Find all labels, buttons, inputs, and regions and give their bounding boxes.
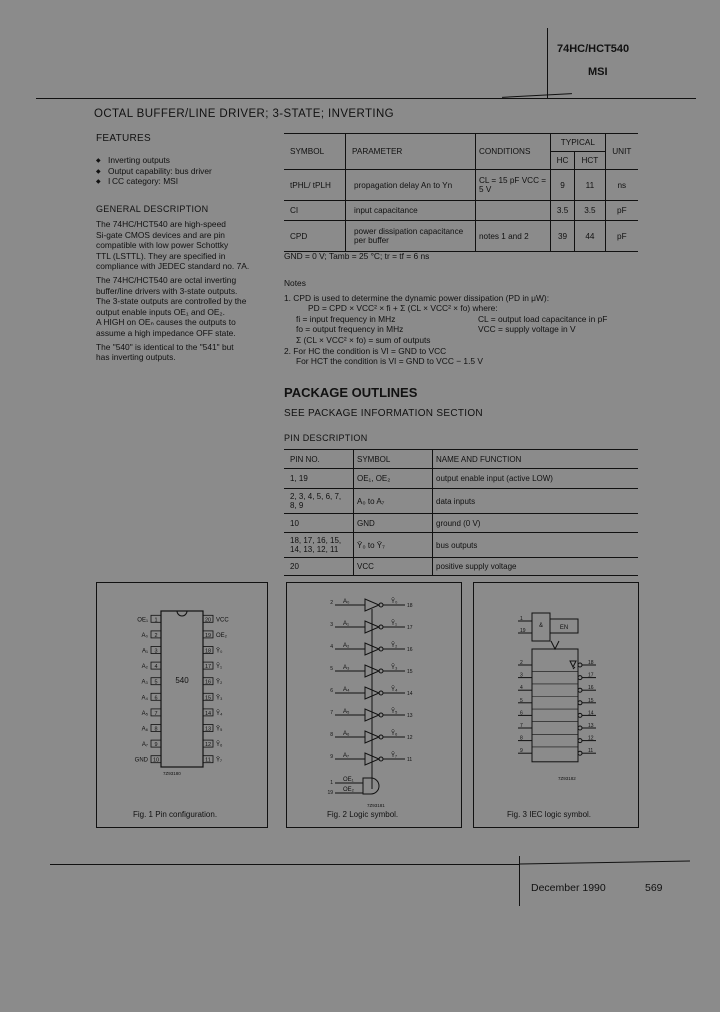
data-input-number: 8	[520, 735, 523, 742]
spec-table	[284, 133, 638, 252]
table-row	[284, 558, 638, 576]
note-fi: fi = input frequency in MHz	[296, 313, 396, 324]
cell: CL = 15 pF VCC = 5 V	[476, 170, 551, 201]
pin-desc-heading: PIN DESCRIPTION	[284, 433, 368, 443]
table-row	[284, 514, 638, 533]
pin-label: OE₂	[216, 632, 227, 639]
cell: 3.5	[575, 201, 606, 221]
pin-number: 11	[205, 757, 211, 764]
cell: GND	[354, 514, 433, 533]
pin-number: 19	[204, 632, 212, 639]
data-output-number: 15	[588, 697, 594, 704]
cell: ns	[617, 180, 627, 190]
package-heading: PACKAGE OUTLINES	[284, 385, 418, 400]
data-output-number: 12	[588, 735, 594, 742]
category-label: MSI	[588, 66, 608, 78]
desc-line: The 74HC/HCT540 are high-speed	[96, 219, 226, 229]
package-subheading: SEE PACKAGE INFORMATION SECTION	[284, 408, 483, 419]
logic-symbol-diagram	[287, 583, 461, 827]
cell	[476, 201, 551, 221]
cell: 2, 3, 4, 5, 6, 7, 8, 9	[290, 492, 342, 510]
pin-label: Ȳ₂	[216, 679, 223, 686]
note-fo: fo = output frequency in MHz	[296, 324, 404, 335]
table-row	[284, 533, 638, 558]
gate-input-number: 6	[330, 688, 333, 694]
gate-input-label: A₀	[343, 599, 350, 605]
note-cl: CL = output load capacitance in pF	[478, 313, 608, 324]
desc-line: The "540" is identical to the "541" but	[96, 341, 234, 352]
table-footer: GND = 0 V; Tamb = 25 °C; tr = tf = 6 ns	[284, 251, 430, 261]
fig1-caption: Fig. 1 Pin configuration.	[133, 810, 218, 819]
inversion-bubble	[578, 688, 582, 692]
gate-input-number: 3	[330, 622, 333, 628]
gate-input-number: 7	[330, 710, 333, 716]
feature-item: ◆ I CC category: MSI	[96, 176, 276, 187]
header-rule	[36, 98, 696, 99]
pin-label: A₃	[141, 679, 148, 686]
and-label: &	[538, 623, 544, 629]
cell: pF	[617, 206, 627, 215]
desc-line: compliance with JEDEC standard no. 7A.	[96, 261, 250, 272]
desc-line: The 74HC/HCT540 are octal inverting	[96, 274, 237, 285]
cell: 18, 17, 16, 15, 14, 13, 12, 11	[290, 536, 342, 554]
gate-output-number: 11	[407, 757, 413, 763]
pin-label: Ȳ₁	[216, 664, 223, 671]
oe-number: 1	[330, 780, 333, 786]
inversion-bubble	[578, 713, 582, 717]
col-name: NAME AND FUNCTION	[433, 450, 639, 469]
pin-number: 7	[154, 710, 158, 717]
col-typical: TYPICAL	[551, 134, 606, 152]
desc-line: assume a high impedance OFF state.	[96, 327, 236, 338]
col-symbol: SYMBOL	[354, 450, 433, 469]
nor-gate	[363, 778, 379, 794]
pin-number: 16	[204, 679, 212, 686]
footer-date: December 1990	[531, 882, 606, 894]
pin-configuration-diagram	[97, 583, 267, 827]
table-row	[284, 489, 638, 514]
pin-number: 9	[154, 742, 158, 749]
desc-line: Si-gate CMOS devices and are pin	[96, 229, 225, 240]
pin-number: 4	[154, 664, 158, 671]
output-triangle	[570, 661, 576, 667]
pin-label: Ȳ₇	[216, 757, 223, 764]
oe-label: OE₁	[343, 777, 354, 783]
table-row	[284, 201, 638, 221]
gate-output-label: Ȳ₁	[391, 621, 398, 627]
inversion-bubble	[578, 751, 582, 755]
col-symbol: SYMBOL	[284, 134, 346, 170]
cell: 10	[290, 518, 299, 528]
gate-input-number: 8	[330, 732, 333, 738]
part-number: 74HC/HCT540	[557, 43, 630, 55]
oe-input-number: 19	[520, 628, 526, 634]
cell: OE₁, OE₂	[354, 469, 433, 489]
page-number: 569	[645, 882, 663, 894]
table-row	[284, 221, 638, 252]
pin-number: 20	[204, 617, 212, 624]
fig3-caption: Fig. 3 IEC logic symbol.	[507, 810, 592, 819]
gate-output-label: Ȳ₄	[391, 687, 398, 693]
data-output-number: 17	[588, 672, 594, 679]
col-unit: UNIT	[612, 147, 632, 156]
pin-label: GND	[134, 757, 148, 764]
data-output-number: 14	[588, 710, 594, 717]
gate-output-label: Ȳ₀	[391, 599, 398, 605]
data-input-number: 9	[520, 748, 523, 755]
oe-label: OE₂	[343, 787, 354, 793]
desc-line: compatible with low power Schottky	[96, 240, 229, 251]
pin-number: 18	[204, 648, 212, 655]
features-list	[96, 155, 276, 187]
gate-output-number: 12	[407, 735, 413, 741]
note-row	[284, 324, 634, 335]
gate-output-label: Ȳ₂	[391, 643, 398, 649]
pin-label: A₁	[141, 648, 148, 655]
desc-line: The 3-state outputs are controlled by the	[96, 296, 247, 307]
general-heading: GENERAL DESCRIPTION	[96, 204, 209, 214]
note-2a: 2. For HC the condition is VI = GND to VCC	[284, 345, 447, 356]
figure-code: 7Z93181	[367, 803, 385, 808]
col-hct: HCT	[575, 152, 606, 170]
cell: data inputs	[433, 489, 639, 514]
cell: input capacitance	[346, 201, 476, 221]
cell: VCC	[354, 558, 433, 576]
notes	[284, 278, 634, 367]
data-output-number: 16	[588, 685, 594, 692]
cell: tPHL/ tPLH	[284, 170, 346, 201]
desc-line: has inverting outputs.	[96, 352, 176, 363]
cell: power dissipation capacitance per buffer	[346, 221, 476, 252]
note-row	[284, 314, 634, 325]
control-arrow	[551, 641, 559, 649]
cell: CI	[284, 201, 346, 221]
col-pin: PIN NO.	[290, 454, 320, 464]
note-1: 1. CPD is used to determine the dynamic power dissipation (PD in μW):	[284, 292, 550, 303]
inversion-bubble	[578, 726, 582, 730]
pin-label: VCC	[216, 617, 229, 624]
note-formula: PD = CPD × VCC² × fi + Σ (CL × VCC² × fo) where:	[308, 303, 498, 314]
cell: CPD	[284, 221, 346, 252]
feature-item: ◆ Inverting outputs	[96, 155, 276, 166]
gate-output-number: 18	[407, 603, 413, 609]
table-row	[284, 469, 638, 489]
cell: 44	[575, 221, 606, 252]
oe-input-number: 1	[520, 616, 523, 622]
cell: 9	[551, 170, 575, 201]
cell: 39	[551, 221, 575, 252]
features-heading: FEATURES	[96, 133, 151, 144]
gate-output-number: 16	[407, 647, 413, 653]
fig2-caption: Fig. 2 Logic symbol.	[327, 810, 399, 819]
pin-number: 14	[204, 710, 212, 717]
gate-input-label: A₃	[343, 665, 350, 671]
pin-label: Ȳ₅	[216, 726, 223, 733]
gate-output-number: 15	[407, 669, 413, 675]
desc-line: A HIGH on OEₙ causes the outputs to	[96, 317, 236, 328]
pin-label: Ȳ₆	[216, 742, 223, 749]
fig2-box	[286, 582, 462, 828]
pin-number: 6	[154, 695, 158, 702]
fig3-box	[473, 582, 639, 828]
figure-code: 7Z93182	[558, 775, 576, 781]
data-output-number: 18	[588, 660, 594, 666]
cell: positive supply voltage	[433, 558, 639, 576]
gate-input-label: A₇	[343, 753, 350, 759]
desc-line: TTL (LSTTL). They are specified in	[96, 250, 226, 261]
gate-input-label: A₆	[343, 731, 350, 737]
gate-output-number: 13	[407, 713, 413, 719]
cell: bus outputs	[433, 533, 639, 558]
pin-number: 10	[152, 757, 160, 764]
pin-number: 1	[154, 617, 158, 624]
header-vertical-rule	[547, 28, 548, 98]
desc-line: output enable inputs OE₁ and OE₂.	[96, 306, 225, 317]
driver-block	[532, 649, 578, 762]
desc-line: buffer/line drivers with 3-state outputs.	[96, 285, 238, 296]
gate-input-number: 4	[330, 644, 333, 650]
note-vcc: VCC = supply voltage in V	[478, 324, 576, 335]
data-input-number: 2	[520, 660, 523, 666]
gate-input-number: 2	[330, 600, 333, 606]
feature-item: ◆ Output capability: bus driver	[96, 166, 276, 177]
pin-label: Ȳ₄	[216, 710, 223, 717]
footer-vertical-rule	[519, 856, 520, 906]
notes-heading: Notes	[284, 278, 306, 288]
cell: propagation delay An to Yn	[346, 170, 476, 201]
doc-title: OCTAL BUFFER/LINE DRIVER; 3-STATE; INVERTING	[94, 108, 395, 120]
gate-output-label: Ȳ₇	[391, 753, 398, 759]
pin-number: 17	[204, 664, 212, 671]
data-input-number: 7	[520, 723, 523, 729]
inversion-bubble	[578, 739, 582, 743]
pin-label: A₅	[141, 710, 148, 717]
data-output-number: 11	[588, 748, 594, 755]
col-hc: HC	[551, 152, 575, 170]
cell: output enable input (active LOW)	[433, 469, 639, 489]
iec-logic-symbol-diagram	[474, 583, 638, 827]
cell: notes 1 and 2	[476, 221, 551, 252]
chip-body	[161, 611, 203, 767]
note-sum: Σ (CL × VCC² × fo) = sum of outputs	[296, 334, 431, 345]
footer-rule-right	[520, 861, 690, 865]
inversion-bubble	[578, 676, 582, 680]
oe-number: 19	[327, 790, 333, 796]
cell: Ȳ₀ to Ȳ₇	[354, 533, 433, 558]
gate-input-label: A₁	[343, 621, 350, 627]
pin-label: A₆	[141, 726, 148, 733]
fig1-box	[96, 582, 268, 828]
data-input-number: 6	[520, 710, 523, 717]
cell: 3.5	[551, 201, 575, 221]
gate-output-label: Ȳ₃	[391, 665, 398, 671]
pin-number: 8	[154, 726, 158, 733]
table-row	[284, 170, 638, 201]
gate-input-number: 5	[330, 666, 333, 672]
gate-input-label: A₂	[343, 643, 350, 649]
pin-label: A₄	[141, 695, 148, 702]
gate-output-number: 14	[407, 691, 413, 697]
note-2b: For HCT the condition is VI = GND to VCC − 1.5 V	[296, 356, 483, 367]
cell: 11	[575, 170, 606, 201]
cell: 20	[290, 562, 299, 571]
cell: pF	[617, 231, 627, 241]
pin-label: A₇	[141, 742, 148, 749]
pin-label: Ȳ₀	[216, 648, 223, 655]
gate-output-label: Ȳ₅	[391, 709, 398, 715]
en-label: EN	[559, 625, 569, 631]
chip-label: 540	[175, 676, 189, 685]
cell: 1, 19	[290, 474, 308, 483]
figure-code: 7Z93180	[163, 771, 181, 776]
pin-number: 2	[154, 632, 158, 639]
pin-number: 15	[204, 695, 212, 702]
data-output-number: 13	[588, 723, 594, 729]
pin-number: 5	[154, 679, 158, 686]
col-conditions: CONDITIONS	[476, 134, 551, 170]
inversion-bubble	[578, 663, 582, 667]
footer-rule-left	[50, 864, 520, 865]
gate-output-number: 17	[407, 625, 413, 631]
cell: A₀ to A₇	[354, 489, 433, 514]
chip-notch	[177, 611, 187, 616]
general-description	[96, 219, 276, 363]
gate-input-label: A₄	[343, 687, 350, 693]
pin-number: 3	[154, 648, 158, 655]
cell: ground (0 V)	[433, 514, 639, 533]
gate-input-label: A₅	[343, 709, 350, 715]
pin-label: Ȳ₃	[216, 695, 223, 702]
data-input-number: 3	[520, 672, 523, 679]
pin-number: 13	[204, 726, 212, 733]
pin-label: OE₁	[137, 617, 148, 624]
gate-output-label: Ȳ₆	[391, 731, 398, 737]
pin-number: 12	[204, 742, 212, 749]
pin-label: A₂	[141, 664, 148, 671]
gate-input-number: 9	[330, 754, 333, 760]
inversion-bubble	[578, 701, 582, 705]
data-input-number: 4	[520, 685, 523, 692]
data-input-number: 5	[520, 697, 523, 704]
col-parameter: PARAMETER	[346, 134, 476, 170]
pin-label: A₀	[141, 632, 148, 639]
pin-table	[284, 449, 638, 576]
